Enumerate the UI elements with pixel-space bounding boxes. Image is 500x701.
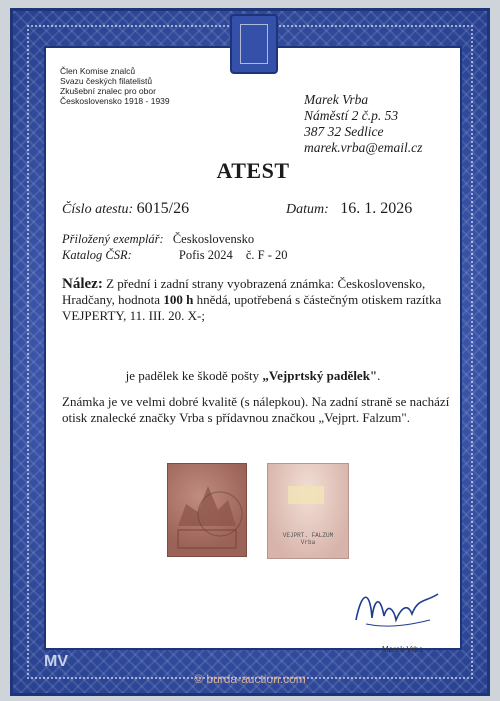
catalog-row	[62, 248, 288, 263]
catalog-label: Katalog ČSR:	[62, 248, 132, 262]
finding-text	[62, 276, 446, 324]
catalog-number: č. F - 20	[245, 248, 288, 262]
committee-line: Zkušební znalec pro obor	[60, 86, 156, 96]
hinge-mark	[288, 486, 324, 504]
back-mark-text: VEJPRT. FALZUM	[282, 532, 334, 539]
stamp-front-image	[168, 464, 246, 556]
mv-logo-icon	[44, 651, 74, 669]
committee-line: Československo 1918 - 1939	[60, 96, 170, 106]
back-mark-name: Vrba	[300, 539, 316, 546]
date-value: 16. 1. 2026	[340, 200, 413, 217]
finding-value: 100 h	[163, 292, 194, 307]
attached-label: Přiložený exemplář:	[62, 232, 164, 246]
expert-email: marek.vrba@email.cz	[304, 140, 423, 155]
expert-seal-icon	[230, 14, 278, 74]
expert-address	[304, 92, 422, 156]
expert-city: 387 32 Sedlice	[304, 124, 384, 139]
fake-statement	[46, 368, 460, 384]
signature-name: Marek Vrba	[382, 645, 424, 654]
catalog-value: Pofis 2024	[178, 248, 233, 262]
attached-value: Československo	[172, 232, 255, 246]
certificate-sheet	[10, 8, 490, 696]
fake-name: „Vejprtský padělek"	[262, 368, 378, 383]
date-label: Datum:	[286, 202, 329, 217]
expert-name: Marek Vrba	[304, 92, 369, 107]
signature	[346, 580, 446, 640]
signature-icon	[346, 580, 446, 640]
logo-text: MV	[44, 653, 68, 669]
committee-line: Svazu českých filatelistů	[60, 76, 153, 86]
certificate-date	[286, 200, 412, 218]
number-value: 6015/26	[136, 200, 190, 217]
fake-prefix: je padělek ke škodě pošty	[125, 368, 263, 383]
committee-line: Člen Komise znalců	[60, 66, 136, 76]
finding-part-1: Z přední i zadní strany vyobrazená známka: Československo, Hradčany, hodnota	[62, 276, 426, 307]
finding-part-2: hnědá, upotřebená s částečným otiskem razítka VEJPERTY, 11. III. 20. X-;	[62, 292, 442, 323]
finding-lead: Nález:	[62, 276, 103, 292]
watermark: © burda-auction.com	[194, 672, 306, 686]
attached-row	[62, 232, 254, 247]
committee-info	[60, 66, 170, 106]
back-expert-mark	[274, 532, 342, 546]
certificate-panel	[46, 48, 460, 654]
expert-street: Náměstí 2 č.p. 53	[304, 108, 399, 123]
number-label: Číslo atestu:	[62, 202, 134, 217]
hradcany-stamp-icon	[168, 464, 246, 556]
certificate-number	[62, 200, 189, 218]
fake-suffix: .	[377, 368, 381, 383]
quality-text: Známka je ve velmi dobré kvalitě (s nálepkou). Na zadní straně se nachází otisk znalecké značky Vrba s přídavnou značkou „Vejprt. Falzum".	[62, 394, 450, 425]
certificate-title: ATEST	[216, 158, 290, 183]
stamp-back-image	[268, 464, 348, 558]
